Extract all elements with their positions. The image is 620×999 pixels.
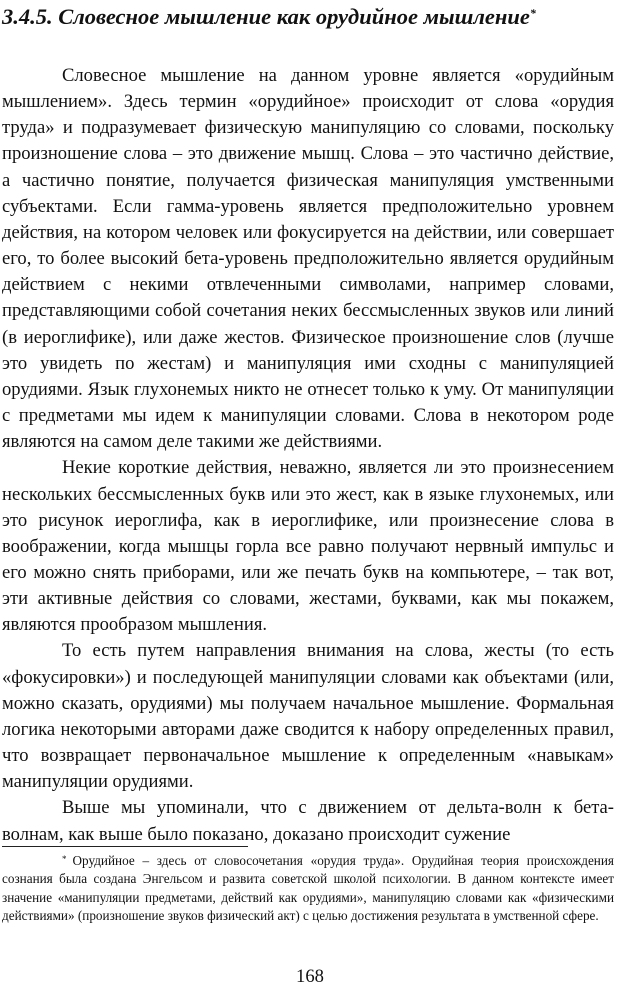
footnote (2, 852, 614, 926)
footnote-text: Орудийное – здесь от словосочетания «орудия труда». Орудийная теория происхождения сознания была создана Энгельсом и развита советской школой психологии. В данном контексте имеет значение «манипуляции предметами, действий как орудиями», манипуляцию словами как «физическими действиями» (произношение звуков физический акт) с целью достижения результата в умственной сфере. (2, 853, 614, 924)
body-text (2, 63, 614, 848)
section-heading (2, 3, 614, 31)
page-number: 168 (296, 966, 324, 987)
paragraph-3: То есть путем направления внимания на слова, жесты (то есть «фокусировки») и последующей манипуляции словами как объектами (или, можно сказать, орудиями) мы получаем начальное мышление. Формальная логика некоторыми авторами даже сводится к набору определенных правил, что возвращает первоначальное мышление к определенным «навыкам» манипуляции орудиями. (2, 640, 614, 793)
footnote-reference-mark[interactable]: * (529, 6, 536, 20)
paragraph-4: Выше мы упоминали, что с движением от дельта-волн к бета-волнам, как выше было показано, доказано происходит сужение (2, 797, 614, 845)
paragraph-2: Некие короткие действия, неважно, является ли это произнесением нескольких бессмысленных букв или это жест, как в языке глухонемых, или это рисунок иероглифа, как в иероглифике, или произнесение слова в воображении, когда мышцы горла все равно получают нервный импульс и его можно снять приборами, или же печать букв на компьютере, – так вот, эти активные действия со словами, жестами, буквами, как мы покажем, являются прообразом мышления. (2, 457, 614, 636)
paragraph-1: Словесное мышление на данном уровне является «орудийным мышлением». Здесь термин «орудийное» происходит от слова «орудия труда» и подразумевает физическую манипуляцию со словами, поскольку произношение слова – это движение мышц. Слова – это частично действие, а частично понятие, получается физическая манипуляция умственными субъектами. Если гамма-уровень является предположительно уровнем действия, на котором человек или фокусируется на действии, или совершает его, то более высокий бета-уровень предположительно является орудийным действием с некими отвлеченными символами, например словами, представляющими собой сочетания неких бессмысленных звуков или линий (в иероглифике), или даже жестов. Физическое произношение слов (лучше это увидеть по жестам) и манипуляция ими сходны с манипуляцией орудиями. Язык глухонемых никто не отнесет только к уму. От манипуляции с предметами мы идем к манипуляции словами. Слова в некотором роде являются на самом деле такими же действиями. (2, 65, 614, 453)
footnote-divider (2, 846, 248, 847)
section-heading-text: 3.4.5. Словесное мышление как орудийное мышление (2, 4, 530, 29)
footnote-mark: * (62, 854, 67, 864)
